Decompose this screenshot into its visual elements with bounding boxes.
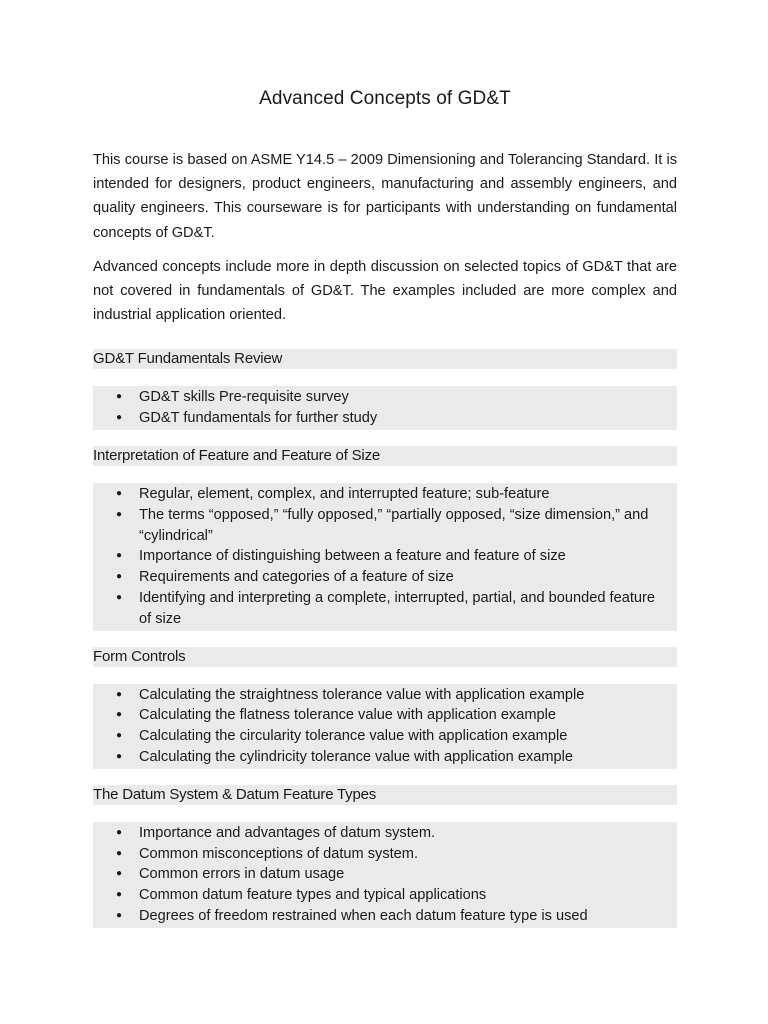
section-bullet-list — [93, 822, 677, 928]
list-item-text: Calculating the cylindricity tolerance value with application example — [139, 748, 573, 765]
bullet-icon: ● — [116, 571, 123, 583]
list-item — [93, 408, 677, 429]
list-item-text: Common misconceptions of datum system. — [139, 845, 419, 862]
list-item — [93, 844, 677, 865]
intro-paragraph: This course is based on ASME Y14.5 – 2009 Dimensioning and Tolerancing Standard. It is intended for designers, product engineers, manufacturing and assembly engineers, and quality engineers. This courseware is for participants with understanding on fundamental concepts of GD&T. — [93, 152, 677, 241]
bullet-icon: ● — [116, 709, 123, 721]
list-item — [93, 588, 677, 630]
list-item — [93, 387, 677, 408]
bullet-icon: ● — [116, 508, 123, 520]
list-item — [93, 567, 677, 588]
section-heading: GD&T Fundamentals Review — [93, 349, 677, 369]
list-item — [93, 484, 677, 505]
list-item — [93, 823, 677, 844]
list-item — [93, 505, 677, 547]
bullet-icon: ● — [116, 868, 123, 880]
list-item-text: The terms “opposed,” “fully opposed,” “partially opposed, “size dimension,” and “cylindrical” — [139, 506, 649, 544]
list-item — [93, 546, 677, 567]
list-item — [93, 864, 677, 885]
bullet-icon: ● — [116, 750, 123, 762]
bullet-icon: ● — [116, 847, 123, 859]
section-heading: Form Controls — [93, 647, 677, 667]
bullet-icon: ● — [116, 592, 123, 603]
section-bullet-list — [93, 684, 677, 769]
list-item — [93, 747, 677, 768]
list-item — [93, 685, 677, 706]
sections-container — [93, 349, 677, 927]
list-item-text: Common datum feature types and typical applications — [139, 887, 487, 904]
bullet-icon: ● — [116, 826, 123, 838]
bullet-icon: ● — [116, 391, 123, 403]
list-item-text: Importance of distinguishing between a feature and feature of size — [139, 548, 566, 565]
list-item-text: Calculating the flatness tolerance value with application example — [139, 707, 556, 724]
list-item-text: GD&T fundamentals for further study — [139, 410, 378, 427]
document-page — [93, 88, 677, 944]
list-item-text: GD&T skills Pre-requisite survey — [139, 389, 349, 406]
advanced-concepts-paragraph: Advanced concepts include more in depth discussion on selected topics of GD&T that are not covered in fundamentals of GD&T. The examples included are more complex and industrial application oriented. — [93, 258, 677, 324]
bullet-icon: ● — [116, 550, 123, 562]
bullet-icon: ● — [116, 412, 123, 424]
bullet-icon: ● — [116, 730, 123, 742]
list-item-text: Degrees of freedom restrained when each datum feature type is used — [139, 907, 588, 924]
list-item — [93, 885, 677, 906]
bullet-icon: ● — [116, 889, 123, 901]
section-heading: The Datum System & Datum Feature Types — [93, 785, 677, 805]
bullet-icon: ● — [116, 488, 123, 500]
list-item-text: Requirements and categories of a feature of size — [139, 569, 454, 586]
section-bullet-list — [93, 483, 677, 631]
list-item-text: Regular, element, complex, and interrupted feature; sub-feature — [139, 486, 550, 503]
list-item-text: Calculating the straightness tolerance value with application example — [139, 686, 585, 703]
bullet-icon: ● — [116, 688, 123, 700]
section-heading: Interpretation of Feature and Feature of Size — [93, 446, 677, 466]
list-item-text: Importance and advantages of datum system. — [139, 824, 436, 841]
bullet-icon: ● — [116, 909, 123, 921]
section-bullet-list — [93, 386, 677, 430]
list-item-text: Common errors in datum usage — [139, 866, 345, 883]
list-item-text: Calculating the circularity tolerance value with application example — [139, 728, 568, 745]
list-item — [93, 726, 677, 747]
list-item-text: Identifying and interpreting a complete, interrupted, partial, and bounded feature of size — [139, 590, 655, 627]
document-title: Advanced Concepts of GD&T — [259, 88, 511, 109]
list-item — [93, 705, 677, 726]
list-item — [93, 906, 677, 927]
